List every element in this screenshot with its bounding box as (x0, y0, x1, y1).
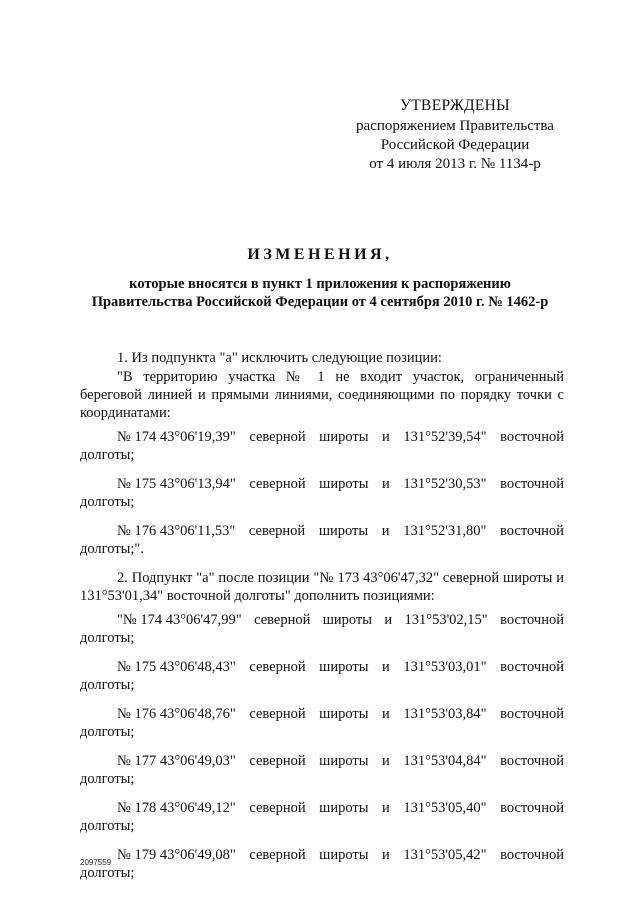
coordinate-token: и (382, 706, 390, 722)
coordinate-token: № 175 43°06'13,94" (117, 476, 236, 492)
item1-intro: 1. Из подпункта "а" исключить следующие позиции: (117, 350, 442, 366)
coordinate-line (80, 475, 564, 493)
coordinate-entry (80, 846, 564, 882)
coordinate-token: 131°52'30,53" (403, 476, 487, 492)
coordinate-token: восточной (500, 429, 564, 445)
coordinate-token: и (382, 800, 390, 816)
coordinate-token: широты (322, 612, 373, 628)
document-title: ИЗМЕНЕНИЯ, (247, 246, 393, 263)
coordinate-token: 131°53'04,84" (403, 753, 487, 769)
coordinate-entry (80, 799, 564, 835)
coordinate-line (80, 522, 564, 540)
coordinate-continuation: долготы; (80, 771, 135, 787)
coordinate-continuation: долготы; (80, 494, 135, 510)
coordinate-token: восточной (500, 706, 564, 722)
coordinate-token: северной (249, 476, 306, 492)
coordinate-entry (80, 428, 564, 464)
coordinate-token: 131°53'03,01" (403, 659, 487, 675)
coordinate-token: широты (319, 659, 369, 675)
coordinate-entry (80, 522, 564, 558)
coordinate-token: 131°53'03,84" (403, 706, 487, 722)
coordinate-token: восточной (500, 523, 564, 539)
approval-line: Российской Федерации (380, 137, 530, 153)
coordinate-token: широты (319, 706, 369, 722)
coordinate-token: широты (319, 429, 369, 445)
coordinate-token: 131°53'05,42" (403, 847, 487, 863)
coordinate-token: № 177 43°06'49,03" (117, 753, 236, 769)
coordinate-entry (80, 475, 564, 511)
coordinate-token: и (382, 429, 390, 445)
item2-intro: 2. Подпункт "а" после позиции "№ 173 43°06'47,32" северной широты и 131°53'01,34" восточной долготы" дополнить позициями: (80, 570, 564, 604)
coordinate-token: и (384, 612, 393, 628)
coordinate-token: и (382, 753, 390, 769)
coordinate-line (80, 799, 564, 817)
coordinate-token: и (382, 476, 390, 492)
coordinate-token: широты (319, 753, 369, 769)
item1-quote: "В территорию участка № 1 не входит участок, ограниченный береговой линией и прямыми линиями, соединяющими по порядку точки с координатами: (80, 369, 564, 421)
coordinate-token: и (382, 847, 390, 863)
coordinate-token: 131°53'05,40" (403, 800, 487, 816)
coordinate-token: № 179 43°06'49,08" (117, 847, 236, 863)
coordinate-token: северной (249, 429, 306, 445)
coordinate-token: широты (319, 476, 369, 492)
coordinate-token: северной (249, 753, 306, 769)
coordinate-token: северной (248, 523, 306, 539)
coordinate-token: восточной (500, 476, 564, 492)
coordinate-entry (80, 611, 564, 647)
coordinate-entry (80, 752, 564, 788)
coordinate-token: восточной (500, 659, 564, 675)
document-subtitle-line: Правительства Российской Федерации от 4 сентября 2010 г. № 1462-р (91, 294, 549, 310)
approval-line: распоряжением Правительства (356, 118, 554, 134)
coordinate-entry (80, 658, 564, 694)
document-subtitle-line: которые вносятся в пункт 1 приложения к распоряжению (129, 276, 511, 292)
coordinate-token: северной (249, 847, 306, 863)
coordinate-token: широты (318, 523, 369, 539)
coordinate-token: широты (319, 847, 369, 863)
coordinate-token: восточной (500, 800, 564, 816)
coordinate-token: 131°52'31,80" (403, 523, 487, 539)
item1-coordinates (80, 428, 564, 558)
coordinate-token: восточной (500, 612, 564, 628)
coordinate-continuation: долготы; (80, 818, 135, 834)
coordinate-continuation: долготы; (80, 630, 135, 646)
coordinate-line (80, 428, 564, 446)
coordinate-token: № 175 43°06'48,43" (117, 659, 236, 675)
coordinate-line (80, 752, 564, 770)
approval-heading: УТВЕРЖДЕНЫ (400, 97, 510, 114)
coordinate-token: северной (249, 659, 306, 675)
coordinate-token: 131°52'39,54" (403, 429, 487, 445)
coordinate-token: широты (319, 800, 369, 816)
coordinate-token: восточной (500, 753, 564, 769)
coordinate-continuation: долготы; (80, 447, 135, 463)
coordinate-continuation: долготы; (80, 724, 135, 740)
coordinate-token: 131°53'02,15" (404, 612, 488, 628)
coordinate-token: № 178 43°06'49,12" (117, 800, 236, 816)
coordinate-line (80, 846, 564, 864)
document-code: 2097559 (80, 858, 112, 867)
coordinate-continuation: долготы;". (80, 541, 144, 557)
document-body (80, 349, 564, 893)
coordinate-token: № 174 43°06'19,39" (117, 429, 236, 445)
coordinate-line (80, 611, 564, 629)
coordinate-continuation: долготы; (80, 865, 135, 881)
approval-stamp (340, 96, 570, 174)
coordinate-token: северной (249, 706, 306, 722)
coordinate-token: "№ 174 43°06'47,99" (117, 612, 242, 628)
coordinate-line (80, 705, 564, 723)
coordinate-entry (80, 705, 564, 741)
coordinate-token: № 176 43°06'11,53" (117, 523, 236, 539)
item2-coordinates (80, 611, 564, 882)
coordinate-token: и (381, 523, 390, 539)
approval-line: от 4 июля 2013 г. № 1134-р (369, 156, 541, 172)
coordinate-continuation: долготы; (80, 677, 135, 693)
coordinate-line (80, 658, 564, 676)
coordinate-token: № 176 43°06'48,76" (117, 706, 236, 722)
coordinate-token: и (382, 659, 390, 675)
coordinate-token: северной (254, 612, 311, 628)
coordinate-token: восточной (500, 847, 564, 863)
coordinate-token: северной (249, 800, 306, 816)
document-title-block (60, 246, 580, 311)
